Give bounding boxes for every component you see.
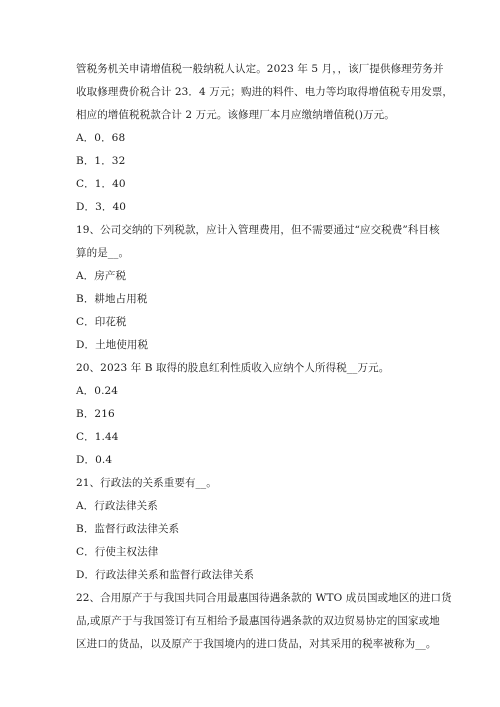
question-22 <box>76 587 452 656</box>
question-21 <box>76 472 446 587</box>
document-page <box>76 58 454 656</box>
option-a: A．0．68 <box>76 132 126 144</box>
question-text-line: 品,或原产于与我国签订有互相给予最惠国待遇条款的双边贸易协定的国家或地 <box>76 615 440 627</box>
option-b: B．1．32 <box>76 155 126 167</box>
option-c: C．1．40 <box>76 178 126 190</box>
question-18 <box>76 58 454 219</box>
option-c: C．1.44 <box>76 431 119 443</box>
question-text-line: 收取修理费价税合计 23．4 万元；购进的料件、电力等均取得增值税专用发票， <box>76 86 454 98</box>
option-d: D．0.4 <box>76 454 113 466</box>
question-text-line: 20、2023 年 B 取得的股息红利性质收入应纳个人所得税__万元。 <box>76 362 390 374</box>
question-20 <box>76 357 446 472</box>
option-a: A．房产税 <box>76 270 127 282</box>
question-text-line: 21、行政法的关系重要有__。 <box>76 477 217 489</box>
option-b: B．216 <box>76 408 115 420</box>
option-a: A．行政法律关系 <box>76 500 158 512</box>
option-c: C．印花税 <box>76 316 127 328</box>
option-b: B．耕地占用税 <box>76 293 148 305</box>
option-b: B．监督行政法律关系 <box>76 523 180 535</box>
question-text-line: 相应的增值税税款合计 2 万元。该修理厂本月应缴纳增值税()万元。 <box>76 109 395 121</box>
question-text-line: 算的是__。 <box>76 247 130 259</box>
question-text-line: 19、公司交纳的下列税款，应计入管理费用，但不需要通过“应交税费”科目核 <box>76 224 440 236</box>
option-d: D．行政法律关系和监督行政法律关系 <box>76 569 255 581</box>
option-d: D．3．40 <box>76 201 127 213</box>
question-text-line: 区进口的货品，以及原产于我国境内的进口货品，对其采用的税率被称为__。 <box>76 638 437 650</box>
question-text-line: 22、合用原产于与我国共同合用最惠国待遇条款的 WTO 成员国或地区的进口货 <box>76 592 452 604</box>
question-19 <box>76 219 446 357</box>
option-d: D．土地使用税 <box>76 339 149 351</box>
option-c: C．行使主权法律 <box>76 546 159 558</box>
option-a: A．0.24 <box>76 385 119 397</box>
question-text-line: 管税务机关申请增值税一般纳税人认定。2023 年 5 月，，该厂提供修理劳务并 <box>76 63 444 75</box>
